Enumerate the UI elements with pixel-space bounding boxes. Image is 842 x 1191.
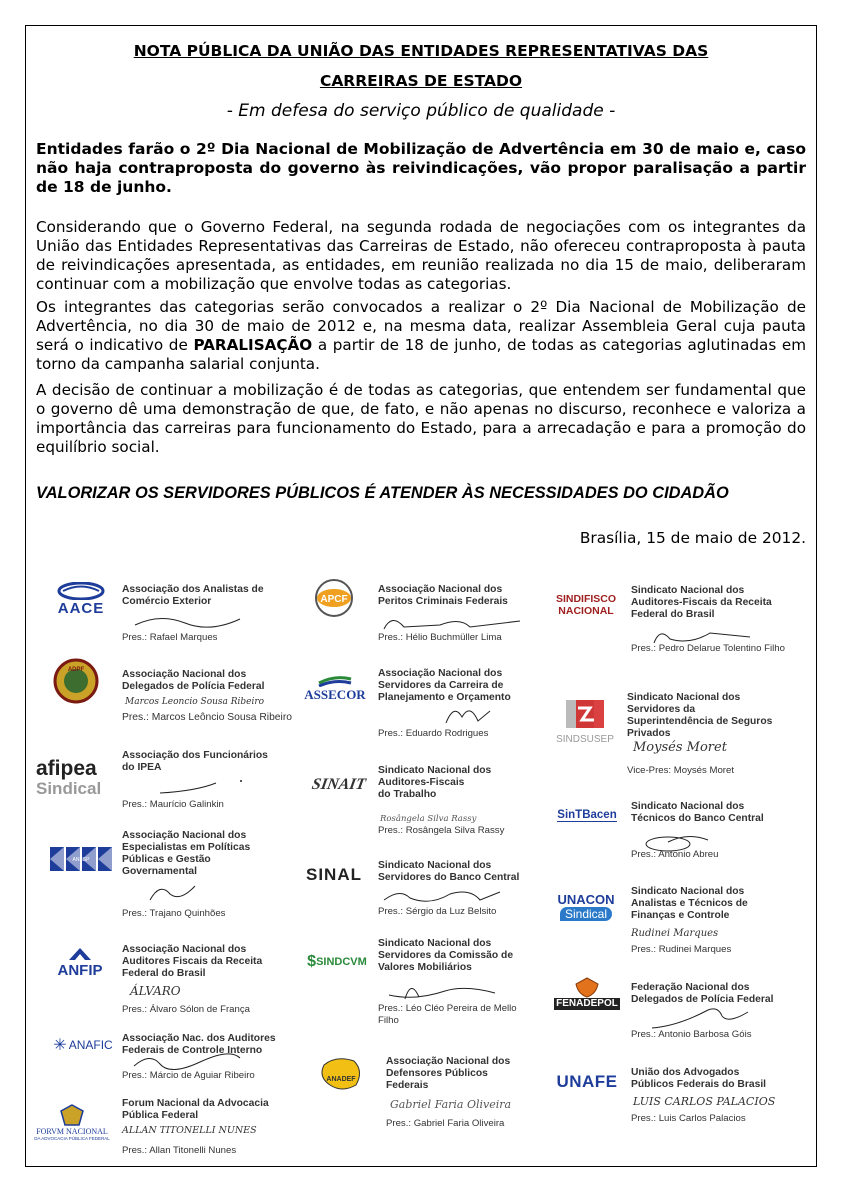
sindcvm-logo xyxy=(297,949,377,975)
globe-icon xyxy=(55,582,107,600)
paragraph-2-text-a: Os integrantes das categorias serão convocados a realizar o 2º Dia Nacional de Mobilização de Advertência, no dia 30 de maio de 2012 e, na mesma data, realizar Assembleia Geral cuja pauta será o indicativo de xyxy=(36,298,806,354)
afipea-logo xyxy=(36,756,116,800)
entity-anesp xyxy=(40,828,300,923)
sintbacen-president: Pres.: Antonio Abreu xyxy=(631,849,719,860)
entity-anafic xyxy=(40,1030,300,1085)
aace-logo xyxy=(46,579,116,619)
sintbacen-logo xyxy=(550,804,624,826)
anadef-president: Pres.: Gabriel Faria Oliveira xyxy=(386,1118,505,1129)
sinait-logo xyxy=(302,770,376,800)
aace-logo-text: AACE xyxy=(57,599,105,617)
adpf-president: Pres.: Marcos Leôncio Sousa Ribeiro xyxy=(122,712,292,723)
anesp-blocks-icon xyxy=(48,845,114,873)
aace-signature xyxy=(130,611,250,631)
sinait-signature: Rosângela Silva Rassy xyxy=(380,814,477,824)
assecor-president: Pres.: Eduardo Rodrigues xyxy=(378,728,489,739)
entity-unafe xyxy=(548,1065,810,1130)
unacon-logo-subtext: Sindical xyxy=(560,907,612,921)
sindsusep-signature: Moysés Moret xyxy=(633,740,727,755)
forum-crest-icon xyxy=(59,1103,85,1127)
forum-name: Forum Nacional da Advocacia Pública Federal xyxy=(122,1098,269,1121)
sindcvm-logo-text: SINDCVM xyxy=(316,956,367,968)
adpf-logo-text: ADPF xyxy=(67,667,85,673)
anadef-signature: Gabriel Faria Oliveira xyxy=(390,1098,512,1111)
dollar-icon: $ xyxy=(307,953,317,970)
unacon-logo-text: UNACON xyxy=(557,892,615,907)
unafe-logo-text: UNAFE xyxy=(556,1072,618,1091)
fenadepol-emblem-icon xyxy=(574,976,600,998)
dateline: Brasília, 15 de maio de 2012. xyxy=(579,529,806,547)
entity-fenadepol xyxy=(548,972,810,1044)
entity-apcf xyxy=(300,575,550,645)
paragraph-1: Considerando que o Governo Federal, na segunda rodada de negociações com os integrantes da União das Entidades Representativas das Carreiras de Estado, não ofereceu contraproposta à pauta de reivindicações apresentada, as entidades, em reunião realizada no dia 15 de maio, deliberaram continuar com a mobilização que envolve todas as categorias. xyxy=(36,218,806,293)
assecor-name: Associação Nacional dos Servidores da Carreira de Planejamento e Orçamento xyxy=(378,668,511,703)
sindifisco-logo xyxy=(550,591,622,619)
anfip-logo-text: ANFIP xyxy=(57,961,103,979)
sindsusep-logo-text: SINDSUSEP xyxy=(556,733,614,745)
entity-sintbacen xyxy=(548,800,810,865)
sindifisco-president: Pres.: Pedro Delarue Tolentino Filho xyxy=(631,643,785,654)
slogan: VALORIZAR OS SERVIDORES PÚBLICOS É ATENDER ÀS NECESSIDADES DO CIDADÃO xyxy=(36,484,729,502)
sindifisco-logo-text: SINDIFISCO xyxy=(555,593,617,605)
entity-sinait xyxy=(300,762,550,837)
apcf-emblem-icon xyxy=(311,578,357,618)
star-icon: ✳ xyxy=(53,1037,67,1054)
sindcvm-signature xyxy=(385,975,505,1003)
entity-adpf xyxy=(40,655,320,730)
fenadepol-logo xyxy=(552,974,622,1012)
anafic-name: Associação Nac. dos Auditores Federais de Controle Interno xyxy=(122,1033,276,1056)
sinal-logo-text: SINAL xyxy=(306,865,362,884)
unafe-logo xyxy=(552,1069,622,1095)
sintbacen-name: Sindicato Nacional dos Técnicos do Banco Central xyxy=(631,801,764,824)
apcf-logo-text: APCF xyxy=(320,594,348,605)
entity-anadef xyxy=(310,1050,550,1130)
anadef-name: Associação Nacional dos Defensores Públicos Federais xyxy=(386,1056,511,1091)
afipea-logo-subtext: Sindical xyxy=(36,779,102,798)
unacon-name: Sindicato Nacional dos Analistas e Técnicos de Finanças e Controle xyxy=(631,886,748,921)
afipea-signature xyxy=(156,773,256,797)
fenadepol-president: Pres.: Antonio Barbosa Góis xyxy=(631,1029,752,1040)
paragraph-3: A decisão de continuar a mobilização é de todas as categorias, que entendem ser fundamental que o governo dê uma demonstração de que, de fato, e não apenas no discurso, reconhece e valoriza a importância das carreiras para funcionamento do Estado, para a arrecadação e para a promoção do equilíbrio social. xyxy=(36,381,806,456)
anafic-logo-text: ANAFIC xyxy=(68,1038,113,1052)
entity-sindifisco xyxy=(550,583,810,658)
fenadepol-signature xyxy=(648,1004,758,1032)
sinait-president: Pres.: Rosângela Silva Rassy xyxy=(378,825,505,836)
anesp-name: Associação Nacional dos Especialistas em Políticas Públicas e Gestão Governamental xyxy=(122,830,251,877)
adpf-signature: Marcos Leoncio Sousa Ribeiro xyxy=(125,697,265,707)
anesp-signature xyxy=(140,880,220,904)
sinal-logo xyxy=(300,860,368,890)
unafe-name: União dos Advogados Públicos Federais do Brasil xyxy=(631,1067,767,1090)
anadef-logo-text: ANADEF xyxy=(326,1076,356,1083)
afipea-president: Pres.: Maurício Galinkin xyxy=(122,799,224,810)
paragraph-2-text-b: a partir de 18 de junho, de todas as categorias aglutinadas em torno da campanha salarial conjunta. xyxy=(36,336,807,373)
subtitle: - Em defesa do serviço público de qualidade - xyxy=(226,101,616,121)
entity-sindcvm xyxy=(295,937,550,1032)
adpf-logo xyxy=(52,657,100,705)
assecor-logo xyxy=(300,671,370,705)
sindifisco-logo-subtext: NACIONAL xyxy=(558,605,614,617)
assecor-logo-text: ASSECOR xyxy=(304,687,366,702)
forum-logo-subtext: DA ADVOCACIA PÚBLICA FEDERAL xyxy=(34,1135,110,1141)
forum-logo-text: FORVM NACIONAL xyxy=(36,1126,108,1136)
sinal-name: Sindicato Nacional dos Servidores do Banco Central xyxy=(378,860,520,883)
afipea-name: Associação dos Funcionários do IPEA xyxy=(122,750,268,773)
fenadepol-name: Federação Nacional dos Delegados de Polícia Federal xyxy=(631,982,774,1005)
aace-name: Associação dos Analistas de Comércio Exterior xyxy=(122,584,264,607)
sinait-name: Sindicato Nacional dos Auditores-Fiscais do Trabalho xyxy=(378,765,492,800)
anafic-signature xyxy=(130,1052,250,1070)
entity-unacon xyxy=(548,884,810,959)
entity-sinal xyxy=(300,856,550,921)
entity-sindsusep xyxy=(548,688,810,778)
anesp-president: Pres.: Trajano Quinhões xyxy=(122,908,226,919)
sindifisco-name: Sindicato Nacional dos Auditores-Fiscais da Receita Federal do Brasil xyxy=(631,585,772,620)
unacon-logo xyxy=(550,888,622,926)
unacon-president: Pres.: Rudinei Marques xyxy=(631,944,732,955)
apcf-signature xyxy=(380,611,530,633)
anafic-president: Pres.: Márcio de Aguiar Ribeiro xyxy=(122,1070,255,1081)
sinal-signature xyxy=(380,886,510,908)
unacon-signature: Rudinei Marques xyxy=(631,928,719,939)
anadef-map-icon xyxy=(316,1055,366,1093)
sindsusep-name: Sindicato Nacional dos Servidores da Superintendência de Seguros Privados xyxy=(627,692,773,739)
anfip-logo xyxy=(44,942,116,982)
unafe-president: Pres.: Luis Carlos Palacios xyxy=(631,1113,746,1124)
lead-paragraph: Entidades farão o 2º Dia Nacional de Mobilização de Advertência em 30 de maio e, caso não haja contraproposta do governo às reivindicações, vão propor paralisação a partir de 18 de junho. xyxy=(36,140,806,196)
title-line-2: CARREIRAS DE ESTADO xyxy=(319,72,523,90)
sindcvm-name: Sindicato Nacional dos Servidores da Comissão de Valores Mobiliários xyxy=(378,938,514,973)
title-line-1: NOTA PÚBLICA DA UNIÃO DAS ENTIDADES REPRESENTATIVAS DAS xyxy=(133,42,709,60)
anesp-logo xyxy=(46,844,116,874)
entity-aace xyxy=(40,575,300,645)
anfip-president: Pres.: Álvaro Sólon de França xyxy=(122,1004,250,1015)
adpf-name: Associação Nacional dos Delegados de Polícia Federal xyxy=(122,669,265,692)
sindcvm-president: Pres.: Léo Cléo Pereira de Mello Filho xyxy=(378,1003,517,1026)
entity-forum xyxy=(30,1095,300,1160)
forum-president: Pres.: Allan Titonelli Nunes xyxy=(122,1145,237,1156)
anfip-signature: ÁLVARO xyxy=(130,984,181,998)
assecor-signature xyxy=(440,701,500,727)
assecor-stripes-icon xyxy=(315,673,355,687)
sindsusep-president: Vice-Pres: Moysés Moret xyxy=(627,765,734,776)
sinal-president: Pres.: Sérgio da Luz Belsito xyxy=(378,906,497,917)
apcf-logo xyxy=(310,578,358,618)
anesp-logo-text: ANESP xyxy=(72,857,90,863)
entity-assecor xyxy=(300,665,550,740)
entity-anfip xyxy=(40,938,300,1018)
aace-president: Pres.: Rafael Marques xyxy=(122,632,218,643)
sindsusep-logo xyxy=(550,690,620,748)
paralisacao-emphasis: PARALISAÇÃO xyxy=(193,336,313,354)
unafe-signature: LUIS CARLOS PALACIOS xyxy=(633,1095,776,1108)
fenadepol-logo-text: FENADEPOL xyxy=(556,998,618,1009)
sintbacen-logo-text: SinTBacen xyxy=(557,808,617,821)
forum-signature: ALLAN TITONELLI NUNES xyxy=(122,1125,257,1136)
afipea-logo-text: afipea xyxy=(36,757,97,780)
sindsusep-emblem-icon xyxy=(560,694,610,734)
anfip-emblem-icon xyxy=(67,946,93,962)
sinait-logo-text: SINAIT xyxy=(310,776,368,793)
paragraph-2 xyxy=(36,298,806,374)
apcf-name: Associação Nacional dos Peritos Criminais Federais xyxy=(378,584,508,607)
anfip-name: Associação Nacional dos Auditores Fiscais da Receita Federal do Brasil xyxy=(122,944,263,979)
entity-afipea xyxy=(36,748,296,813)
anafic-logo xyxy=(44,1034,122,1056)
badge-icon xyxy=(53,658,99,704)
forum-logo xyxy=(30,1097,114,1147)
apcf-president: Pres.: Hélio Buchmüller Lima xyxy=(378,632,502,643)
anadef-logo xyxy=(314,1054,368,1094)
